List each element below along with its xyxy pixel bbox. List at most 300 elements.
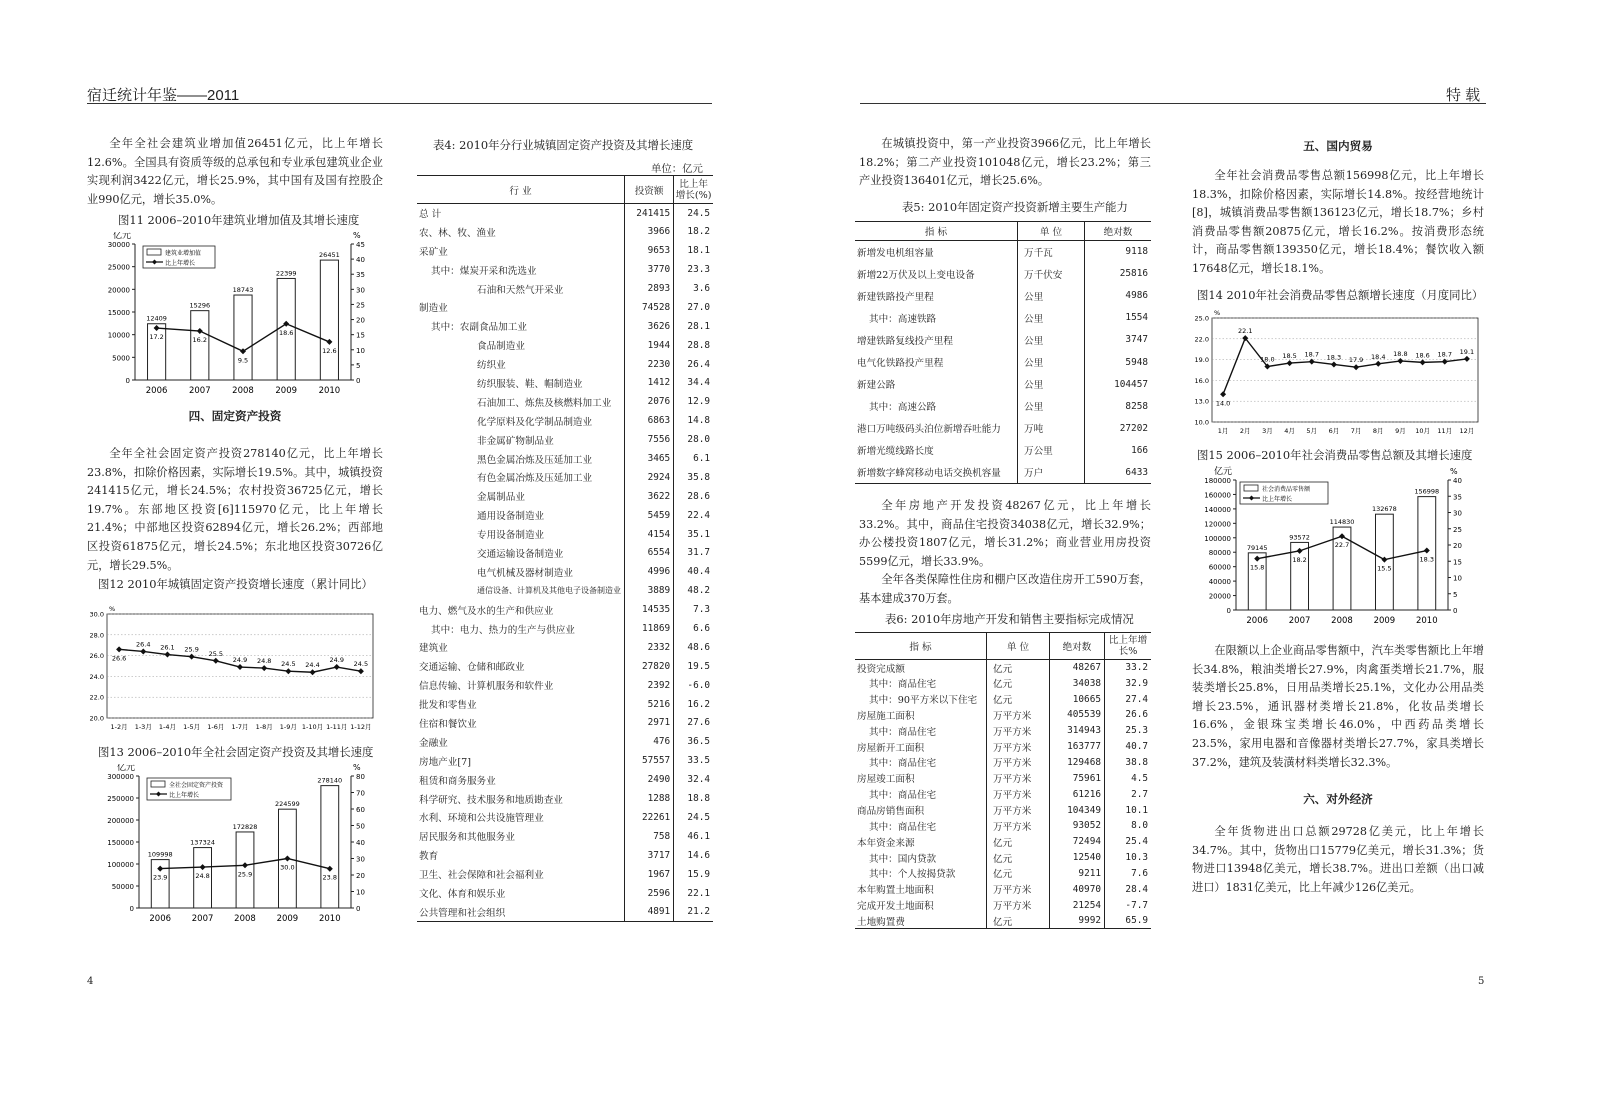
data-marker: [213, 658, 219, 664]
table6-value: 10665: [1050, 691, 1105, 707]
right-tick-label: 20: [1453, 542, 1462, 550]
right-tick-label: 30: [1453, 509, 1462, 518]
x-tick-label: 2006: [149, 914, 172, 924]
table6-value: 9992: [1050, 913, 1105, 929]
data-marker: [1331, 361, 1337, 367]
data-marker: [1464, 356, 1470, 362]
table4-label: 交通运输设备制造业: [417, 544, 625, 563]
left-tick-label: 40000: [1208, 578, 1231, 587]
data-value-label: 24.5: [353, 660, 369, 669]
table6-value: 75961: [1050, 770, 1105, 786]
right-tick-label: 35: [356, 271, 365, 280]
table6-row: [855, 707, 1151, 723]
table4-value: -6.0: [687, 679, 710, 691]
table4-value: 22.1: [687, 887, 710, 899]
x-tick-label: 1-3月: [134, 723, 152, 731]
table4-label: 总 计: [417, 204, 625, 223]
table6-row: [855, 786, 1151, 802]
table4-row: [417, 506, 713, 525]
table6-value: 25.3: [1125, 725, 1148, 737]
table6-value: 93052: [1050, 818, 1105, 834]
table5-label: 港口万吨级码头泊位新增吞吐能力: [855, 417, 1018, 439]
table5: [855, 221, 1151, 484]
table4-label: 卫生、社会保障和社会福利业: [417, 865, 625, 884]
x-tick-label: 2008: [234, 914, 256, 924]
section5-heading: 五、国内贸易: [1303, 139, 1373, 153]
table6-row: [855, 755, 1151, 771]
bar-value-label: 18743: [232, 286, 254, 295]
table4-value: 2893: [625, 279, 674, 298]
table4-label: 制造业: [417, 298, 625, 317]
table5-label: 新增22万伏及以上变电设备: [855, 263, 1018, 285]
right-axis-unit: %: [353, 764, 361, 772]
table6-value: 314943: [1050, 723, 1105, 739]
data-value-label: 24.5: [281, 660, 296, 669]
x-tick-label: 2007: [188, 386, 211, 396]
right-tick-label: 5: [356, 361, 361, 370]
left-tick-label: 5000: [112, 354, 130, 363]
x-tick-label: 5月: [1306, 427, 1318, 435]
legend-line-label: 比上年增长: [1262, 496, 1293, 503]
x-tick-label: 4月: [1284, 427, 1295, 435]
table6-unit: 万平方米: [987, 739, 1050, 755]
table6-unit: 万平方米: [987, 707, 1050, 723]
table6-label: 其中：国内贷款: [855, 850, 987, 866]
data-value-label: 26.6: [111, 654, 127, 663]
table6-value: 25.4: [1125, 836, 1148, 848]
table5-unit: 万公里: [1018, 439, 1085, 461]
y-axis-unit: %: [1214, 309, 1221, 317]
data-marker: [237, 664, 243, 670]
x-tick-label: 2008: [232, 386, 254, 396]
table6-value: 27.4: [1125, 693, 1148, 705]
data-marker: [1420, 359, 1426, 365]
table5-value: 1554: [1125, 312, 1148, 324]
table4-label: 黑色金属冶炼及压延加工业: [417, 449, 625, 468]
fig15-chart: [1188, 466, 1488, 630]
table6-unit: 万平方米: [987, 770, 1050, 786]
data-value-label: 25.9: [184, 645, 199, 654]
x-tick-label: 1月: [1217, 427, 1229, 435]
table6-row: [855, 723, 1151, 739]
table6-label: 房屋竣工面积: [855, 770, 987, 786]
table6-row: [855, 818, 1151, 834]
table6-unit: 万平方米: [987, 818, 1050, 834]
table6-row: [855, 739, 1151, 755]
table4-value: 28.0: [687, 434, 710, 446]
table4-value: 14535: [625, 600, 674, 619]
right-tick-label: 10: [356, 346, 365, 355]
table5-row: [855, 395, 1151, 417]
table4-row: [417, 732, 713, 751]
table4-value: 74528: [625, 298, 674, 317]
right-tick-label: 80: [356, 773, 365, 781]
table4-value: 18.1: [687, 245, 710, 257]
table4-row: [417, 695, 713, 714]
table6-label: 房屋新开工面积: [855, 739, 987, 755]
table4-row: [417, 619, 713, 638]
table5-unit: 公里: [1018, 307, 1085, 329]
table5-header-value: 绝对数: [1103, 227, 1133, 238]
table4-label: 金融业: [417, 732, 625, 751]
table6-label: 房屋施工面积: [855, 707, 987, 723]
table4-value: 46.1: [687, 830, 710, 842]
bar-value-label: 172828: [232, 822, 258, 831]
table5-label: 电气化铁路投产里程: [855, 351, 1018, 373]
table6-label: 完成开发土地面积: [855, 897, 987, 913]
x-tick-label: 1-4月: [158, 723, 177, 731]
table4-label: 有色金属冶炼及压延加工业: [417, 468, 625, 487]
table4-row: [417, 884, 713, 903]
table6-unit: 亿元: [987, 675, 1050, 691]
table6-header-value: 绝对数: [1050, 633, 1105, 660]
header-right-title: 特 载: [1446, 87, 1481, 104]
data-marker: [358, 668, 364, 674]
table4-row: [417, 544, 713, 563]
right-tick-label: 0: [1453, 607, 1458, 615]
table4-label: 租赁和商务服务业: [417, 770, 625, 789]
table4-row: [417, 449, 713, 468]
bar-value-label: 224599: [274, 800, 300, 809]
left-tick-label: 180000: [1204, 477, 1231, 485]
table4-row: [417, 789, 713, 808]
fig14-caption: 图14 2010年社会消费品零售总额增长速度（月度同比）: [1197, 288, 1484, 302]
bar-value-label: 79145: [1246, 543, 1268, 552]
table6-value: 32.9: [1125, 677, 1148, 689]
bar-value-label: 22399: [275, 269, 297, 278]
table4-label: 石油和天然气开采业: [417, 279, 625, 298]
table5-value: 8258: [1125, 400, 1148, 412]
x-tick-label: 2010: [318, 914, 341, 924]
table4-value: 6.6: [693, 623, 710, 635]
table6-value: 28.4: [1125, 883, 1148, 895]
left-tick-label: 0: [125, 377, 130, 385]
table4-value: 1944: [625, 336, 674, 355]
growth-value-label: 22.7: [1334, 541, 1350, 550]
table4-row: [417, 468, 713, 487]
table5-label: 其中：高速铁路: [855, 307, 1018, 329]
table5-label: 增建铁路复线投产里程: [855, 329, 1018, 351]
table4-label: 采矿业: [417, 241, 625, 260]
table4-value: 14.8: [687, 415, 710, 427]
bar-value-label: 156998: [1414, 487, 1440, 496]
table4-value: 7556: [625, 430, 674, 449]
table6-unit: 亿元: [987, 691, 1050, 707]
table6-label: 其中：商品住宅: [855, 786, 987, 802]
x-tick-label: 2008: [1331, 616, 1353, 626]
table6-label: 其中：个人按揭贷款: [855, 865, 987, 881]
x-tick-label: 1-12月: [350, 723, 372, 731]
left-tick-label: 20000: [1208, 592, 1231, 601]
table4-value: 23.3: [687, 264, 710, 276]
right-tick-label: 10: [1453, 574, 1462, 583]
data-value-label: 24.9: [232, 656, 248, 665]
growth-value-label: 17.2: [149, 333, 164, 342]
table4-value: 6863: [625, 411, 674, 430]
page-number-left: 4: [87, 976, 94, 987]
legend-bar-swatch: [151, 781, 165, 787]
table4-label: 金属制品业: [417, 487, 625, 506]
y-tick-label: 24.0: [89, 672, 104, 681]
table4-value: 476: [625, 732, 674, 751]
table4-row: [417, 525, 713, 544]
right-tick-label: 30: [356, 855, 365, 864]
table5-value: 27202: [1119, 422, 1148, 434]
table4-value: 27.6: [687, 717, 710, 729]
table4-label: 石油加工、炼焦及核燃料加工业: [417, 392, 625, 411]
x-tick-label: 3月: [1262, 427, 1273, 435]
table6-row: [855, 850, 1151, 866]
table4-value: 18.2: [687, 226, 710, 238]
right-tick-label: 25: [1453, 525, 1462, 534]
left-tick-label: 100000: [107, 861, 134, 869]
table6-value: 2.7: [1131, 788, 1148, 800]
table4-label: 纺织业: [417, 355, 625, 374]
table4-label: 通用设备制造业: [417, 506, 625, 525]
y-tick-label: 19.0: [1194, 356, 1209, 365]
table4-value: 19.5: [687, 660, 710, 672]
data-marker: [1375, 361, 1381, 367]
table5-header-unit: 单 位: [1018, 222, 1085, 241]
table4-label: 居民服务和其他服务业: [417, 827, 625, 846]
left-tick-label: 30000: [107, 241, 130, 249]
urban-investment-paragraph: 在城镇投资中，第一产业投资3966亿元，比上年增长18.2%；第二产业投资101048亿元，增长23.2%；第三产业投资136401亿元，增长25.6%。: [859, 137, 1151, 188]
x-tick-label: 2010: [1415, 616, 1438, 626]
data-value-label: 14.0: [1215, 399, 1231, 408]
y-tick-label: 30.0: [89, 610, 104, 619]
table4-value: 4891: [625, 902, 674, 921]
table4-value: 1967: [625, 865, 674, 884]
table4-value: 16.2: [687, 698, 710, 710]
table5-row: [855, 351, 1151, 373]
table4-value: 3465: [625, 449, 674, 468]
table4-label: 其中：农副食品加工业: [417, 317, 625, 336]
table6-label: 商品房销售面积: [855, 802, 987, 818]
data-value-label: 26.1: [160, 643, 175, 652]
table4-header-growth: 比上年增长(%): [675, 178, 712, 201]
table6-value: 34038: [1050, 675, 1105, 691]
left-tick-label: 0: [129, 905, 134, 913]
growth-value-label: 18.6: [278, 328, 294, 337]
table6-value: 48267: [1050, 660, 1105, 676]
table4-value: 2076: [625, 392, 674, 411]
table4-value: 3889: [625, 581, 674, 600]
table6-value: 12540: [1050, 850, 1105, 866]
x-tick-label: 11月: [1437, 427, 1453, 435]
table6-value: 10.3: [1125, 852, 1148, 864]
data-marker: [334, 664, 340, 670]
left-tick-label: 10000: [107, 331, 130, 340]
table4-value: 3966: [625, 222, 674, 241]
table4-value: 34.4: [687, 377, 710, 389]
growth-value-label: 25.9: [237, 870, 253, 879]
table6-value: 104349: [1050, 802, 1105, 818]
legend-bar-swatch: [147, 249, 161, 255]
table5-row: [855, 241, 1151, 263]
table4-label: 公共管理和社会组织: [417, 902, 625, 921]
table6-row: [855, 865, 1151, 881]
fig12-caption: 图12 2010年城镇固定资产投资增长速度（累计同比）: [98, 577, 373, 591]
data-value-label: 24.4: [305, 661, 320, 670]
table4-row: [417, 392, 713, 411]
data-value-label: 18.6: [1415, 351, 1430, 360]
table4-value: 9653: [625, 241, 674, 260]
table6-value: 33.2: [1125, 662, 1148, 674]
x-tick-label: 2007: [191, 914, 214, 924]
table6-header-indicator: 指 标: [855, 633, 987, 660]
data-value-label: 18.8: [1393, 349, 1408, 358]
table4-unit: 单位：亿元: [651, 163, 703, 175]
table5-row: [855, 439, 1151, 461]
x-tick-label: 12月: [1459, 427, 1475, 435]
table4-row: [417, 638, 713, 657]
table4-row: [417, 298, 713, 317]
data-value-label: 19.1: [1459, 347, 1475, 356]
table6-value: 8.0: [1131, 820, 1148, 832]
table6-label: 其中：商品住宅: [855, 723, 987, 739]
table4-value: 7.3: [693, 604, 710, 616]
table4-value: 27.0: [687, 301, 710, 313]
x-tick-label: 1-8月: [255, 723, 273, 731]
table6-value: 38.8: [1125, 756, 1148, 768]
table4-value: 6.1: [693, 453, 710, 465]
table5-label: 新增发电机组容量: [855, 241, 1018, 263]
y-tick-label: 25.0: [1194, 314, 1209, 323]
left-axis-unit: 亿元: [113, 232, 132, 241]
data-marker: [310, 669, 316, 675]
table4-row: [417, 336, 713, 355]
growth-value-label: 15.5: [1377, 564, 1392, 573]
table4-value: 27820: [625, 657, 674, 676]
section4-heading: 四、固定资产投资: [188, 409, 282, 423]
table4-value: 2230: [625, 355, 674, 374]
table5-label: 新建公路: [855, 373, 1018, 395]
table4-row: [417, 902, 713, 921]
y-tick-label: 26.0: [89, 652, 104, 661]
table5-unit: 万户: [1018, 461, 1085, 483]
table4-value: 21.2: [687, 906, 710, 918]
data-marker: [116, 646, 122, 652]
table4-label: 教育: [417, 846, 625, 865]
table4-label: 房地产业[7]: [417, 751, 625, 770]
table6-row: [855, 770, 1151, 786]
data-marker: [1397, 358, 1403, 364]
table4-value: 22.4: [687, 509, 710, 521]
bar-value-label: 278140: [317, 776, 343, 785]
table6-value: 10.1: [1125, 804, 1148, 816]
x-tick-label: 2006: [1246, 616, 1269, 626]
table4-row: [417, 430, 713, 449]
table4-value: 2924: [625, 468, 674, 487]
table4-value: 35.1: [687, 528, 710, 540]
x-tick-label: 9月: [1395, 427, 1406, 435]
x-tick-label: 2006: [145, 386, 168, 396]
data-value-label: 25.5: [208, 649, 224, 658]
left-tick-label: 120000: [1204, 520, 1231, 529]
table4-value: 3622: [625, 487, 674, 506]
x-tick-label: 1-2月: [110, 723, 128, 731]
table4-value: 1288: [625, 789, 674, 808]
table4-row: [417, 374, 713, 393]
table4-value: 4154: [625, 525, 674, 544]
x-tick-label: 10月: [1415, 427, 1430, 435]
table6-header-growth: 比上年增长%: [1108, 635, 1148, 657]
table6-caption: 表6: 2010年房地产开发和销售主要指标完成情况: [885, 612, 1134, 626]
y-tick-label: 13.0: [1194, 397, 1209, 406]
table6-unit: 万平方米: [987, 755, 1050, 771]
table5-value: 4986: [1125, 290, 1148, 302]
table5-value: 9118: [1125, 246, 1148, 258]
left-tick-label: 300000: [107, 773, 134, 781]
table6-unit: 万平方米: [987, 786, 1050, 802]
table4-label: 信息传输、计算机服务和软件业: [417, 676, 625, 695]
data-marker: [1353, 364, 1359, 370]
table5-unit: 公里: [1018, 285, 1085, 307]
table4-label: 文化、体育和娱乐业: [417, 884, 625, 903]
table6-unit: 亿元: [987, 865, 1050, 881]
table6-unit: 亿元: [987, 660, 1050, 676]
table4-label: 纺织服装、鞋、帽制造业: [417, 374, 625, 393]
legend-bar-swatch: [1244, 485, 1258, 491]
table4: [417, 175, 713, 922]
section6-heading: 六、对外经济: [1303, 792, 1373, 806]
table5-row: [855, 417, 1151, 439]
table4-row: [417, 770, 713, 789]
table4-value: 26.4: [687, 358, 710, 370]
y-tick-label: 10.0: [1194, 418, 1209, 427]
y-tick-label: 28.0: [89, 631, 104, 640]
right-tick-label: 35: [1453, 493, 1462, 502]
table4-label: 食品制造业: [417, 336, 625, 355]
x-tick-label: 2009: [1373, 616, 1396, 626]
table6-row: [855, 691, 1151, 707]
right-tick-label: 0: [356, 377, 361, 385]
legend-bar-label: 社会消费品零售额: [1262, 486, 1311, 493]
right-tick-label: 70: [356, 789, 365, 798]
table5-unit: 万吨: [1018, 417, 1085, 439]
table5-value: 5948: [1125, 356, 1148, 368]
table4-value: 28.8: [687, 339, 710, 351]
table6-value: 163777: [1050, 739, 1105, 755]
table6-unit: 亿元: [987, 850, 1050, 866]
table5-row: [855, 263, 1151, 285]
left-tick-label: 25000: [107, 263, 130, 272]
table4-row: [417, 222, 713, 241]
x-tick-label: 1-6月: [207, 723, 225, 731]
table6-value: 65.9: [1125, 915, 1148, 927]
table5-row: [855, 285, 1151, 307]
legend-line-label: 比上年增长: [165, 260, 196, 267]
right-tick-label: 10: [356, 888, 365, 897]
table4-value: 11869: [625, 619, 674, 638]
table6-value: 9211: [1050, 865, 1105, 881]
table5-unit: 万千瓦: [1018, 241, 1085, 263]
table6-unit: 万平方米: [987, 723, 1050, 739]
table6-label: 其中：商品住宅: [855, 755, 987, 771]
legend-bar-label: 全社会固定资产投资: [169, 782, 224, 789]
data-value-label: 17.9: [1348, 356, 1364, 365]
data-value-label: 18.3: [1326, 353, 1342, 362]
fig13-caption: 图13 2006–2010年全社会固定资产投资及其增长速度: [98, 745, 374, 759]
table6-value: 21254: [1050, 897, 1105, 913]
retail-paragraph: 全年社会消费品零售总额156998亿元，比上年增长18.3%，扣除价格因素，实际增长14.8%。按经营地统计[8]，城镇消费品零售额136123亿元，增长18.7%；乡村消费品零售额20875亿元，增长16.2%。按消费形态统计，商品零售额139350亿元，增长18.4%；餐饮收入额17648亿元，增长18.1%。: [1192, 169, 1484, 275]
table6-value: 7.6: [1131, 867, 1148, 879]
table5-caption: 表5: 2010年固定资产投资新增主要生产能力: [902, 200, 1128, 214]
right-tick-label: 20: [356, 872, 365, 880]
table5-row: [855, 307, 1151, 329]
right-tick-label: 5: [1453, 590, 1458, 599]
table4-value: 24.5: [687, 811, 710, 823]
